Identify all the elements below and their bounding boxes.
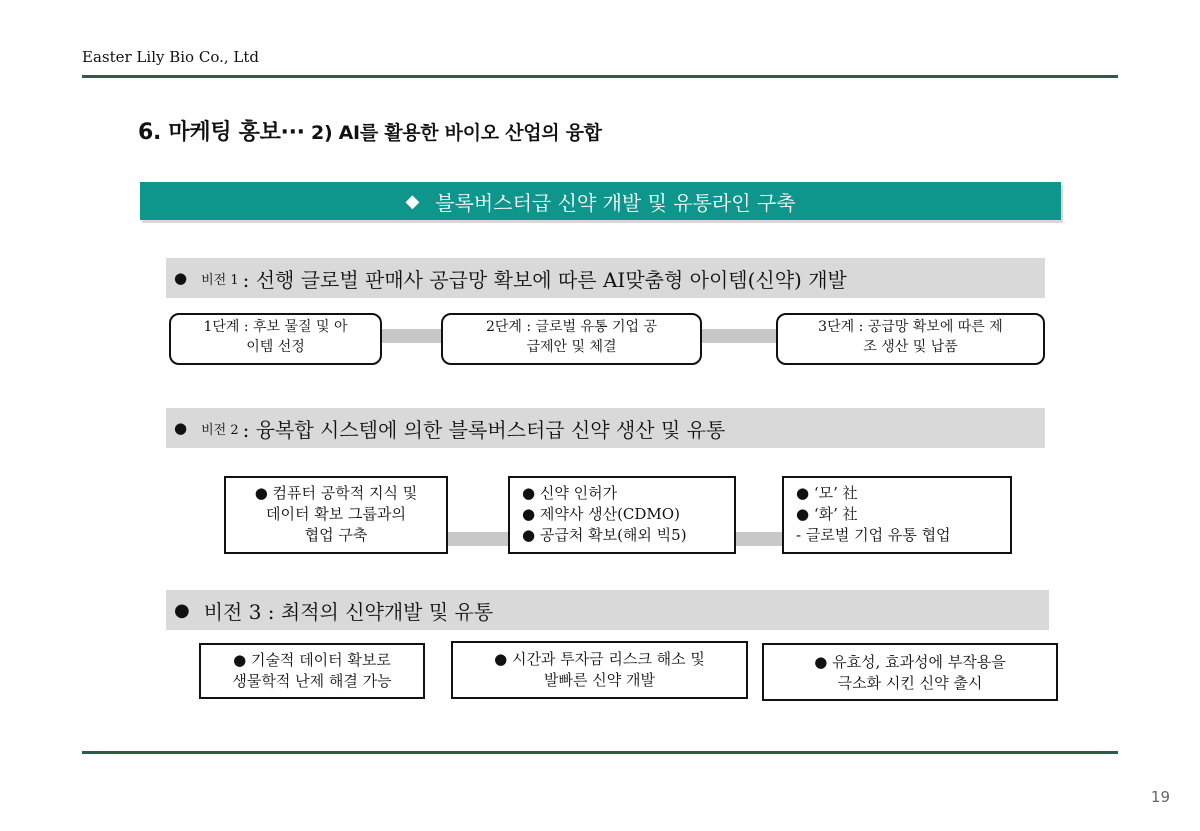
box-line: 데이터 확보 그룹과의	[266, 505, 406, 523]
step-line: 2단계 : 글로벌 유통 기업 공	[485, 319, 658, 335]
footer-rule	[82, 751, 1118, 754]
vision1-text: : 선행 글로벌 판매사 공급망 확보에 따른 AI맞춤형 아이템(신약) 개발	[242, 267, 847, 292]
section-banner	[140, 182, 1061, 220]
step-line: 3단계 : 공급망 확보에 따른 제	[818, 319, 1003, 335]
vision1-label: 비전 1	[201, 272, 239, 288]
step-line: 급제안 및 체결	[526, 339, 617, 355]
step-connector	[700, 329, 778, 343]
vision1-step-3	[776, 313, 1045, 365]
box-line: ● 공급처 확보(해외 빅5)	[522, 526, 687, 544]
box-line: ● ‘모’ 社	[796, 484, 858, 502]
vision2-bar	[166, 408, 1045, 448]
step-line: 이템 선정	[246, 339, 305, 355]
vision2-text: : 융복합 시스템에 의한 블록버스터급 신약 생산 및 유통	[242, 417, 726, 442]
box-line: 생물학적 난제 해결 가능	[232, 672, 392, 690]
bullet-dot-icon: ●	[174, 269, 188, 287]
step-line: 조 생산 및 납품	[863, 339, 958, 355]
vision2-box-2	[508, 476, 736, 554]
header-rule	[82, 75, 1118, 78]
box-line: ● 시간과 투자금 리스크 해소 및	[494, 650, 705, 668]
slide-title	[138, 115, 602, 146]
box-connector	[734, 532, 784, 546]
box-line: 극소화 시킨 신약 출시	[837, 674, 983, 692]
box-line: - 글로벌 기업 유통 협업	[796, 526, 951, 544]
vision3-box-1	[199, 643, 425, 699]
box-line: ● ‘화’ 社	[796, 505, 858, 523]
box-line: ● 기술적 데이터 확보로	[233, 651, 391, 669]
vision3-box-2	[451, 641, 748, 699]
page-number: 19	[1150, 788, 1170, 806]
box-connector	[446, 532, 510, 546]
slide-title-main: 6. 마케팅 홍보···	[138, 120, 305, 145]
step-line: 1단계 : 후보 물질 및 아	[203, 319, 348, 335]
box-line: ● 컴퓨터 공학적 지식 및	[254, 484, 418, 502]
box-line: ● 제약사 생산(CDMO)	[522, 505, 680, 523]
vision1-step-2	[441, 313, 702, 365]
bullet-dot-icon: ●	[174, 599, 190, 621]
diamond-bullet-icon: ◆	[405, 190, 420, 212]
banner-text: 블록버스터급 신약 개발 및 유통라인 구축	[435, 190, 796, 215]
vision2-label: 비전 2	[201, 422, 239, 438]
slide-title-sub: 2) AI를 활용한 바이오 산업의 융합	[304, 122, 602, 144]
vision3-text: 비전 3 : 최적의 신약개발 및 유통	[203, 599, 494, 624]
box-line: ● 신약 인허가	[522, 484, 618, 502]
box-line: ● 유효성, 효과성에 부작용을	[814, 653, 1006, 671]
vision3-box-3	[762, 643, 1058, 701]
vision3-bar	[166, 590, 1049, 630]
bullet-dot-icon: ●	[174, 419, 188, 437]
box-line: 협업 구축	[304, 526, 368, 544]
step-connector	[380, 329, 442, 343]
vision2-box-1	[224, 476, 448, 554]
company-name: Easter Lily Bio Co., Ltd	[82, 48, 259, 66]
vision1-bar	[166, 258, 1045, 298]
box-line: 발빠른 신약 개발	[544, 671, 655, 689]
vision1-step-1	[169, 313, 382, 365]
vision2-box-3	[782, 476, 1012, 554]
